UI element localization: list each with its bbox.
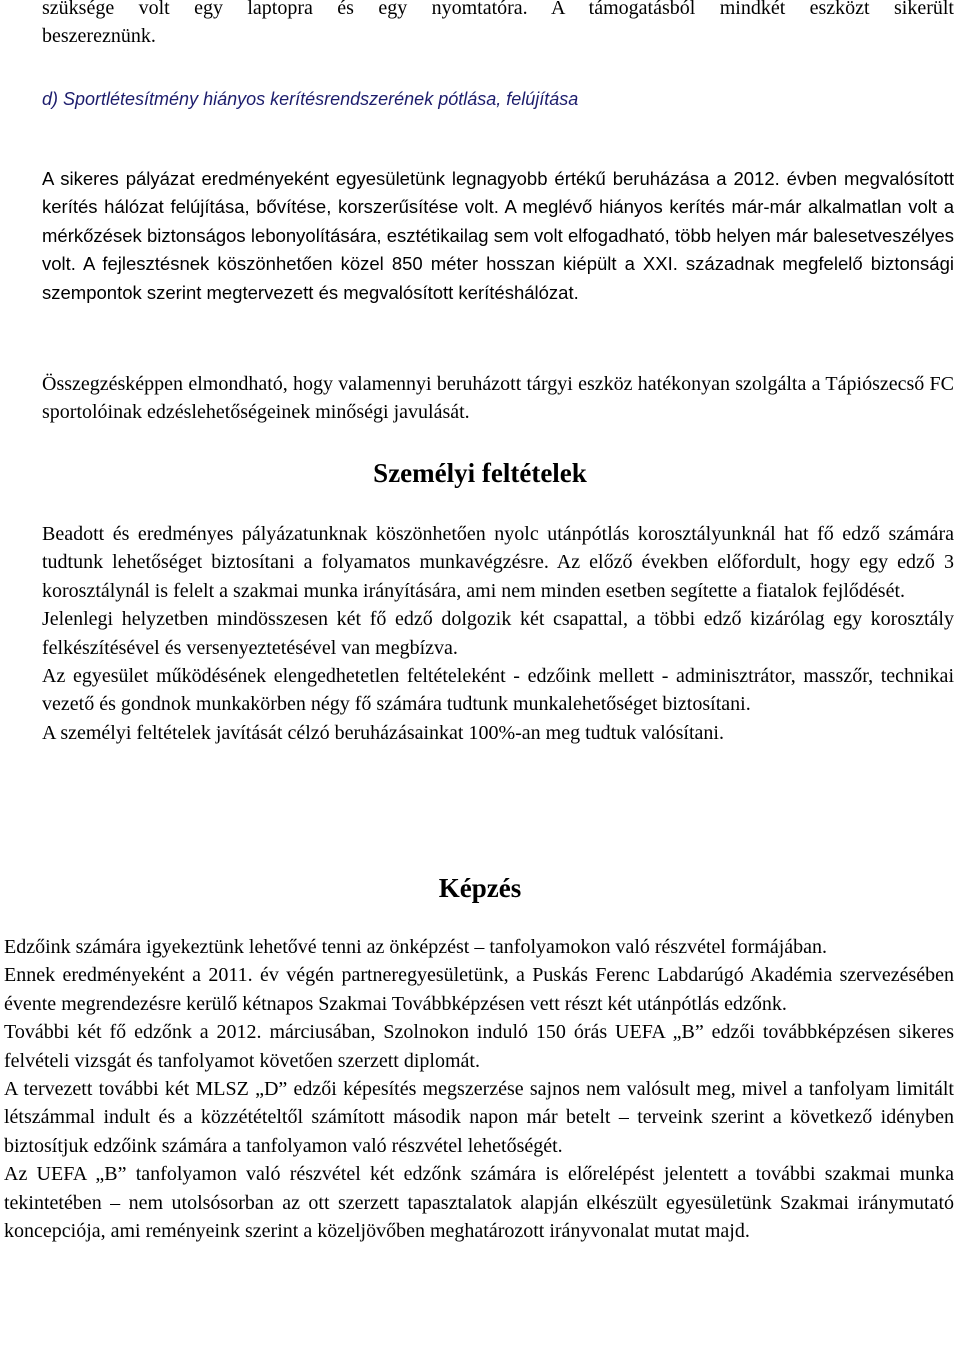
- fence-paragraph: A sikeres pályázat eredményeként egyesületünk legnagyobb értékű beruházása a 2012. évben megvalósított kerítés hálózat felújítása, bővítése, korszerűsítése volt. A meglévő hiányos kerítés már-már alkalmatlan volt a mérkőzések biztonságos lebonyolítására, esztétikailag sem volt elfogadható, több helyen már balesetveszélyes volt. A fejlesztésnek köszönhetően közel 850 méter hosszan kiépült a XXI. századnak megfelelő biztonsági szempontok szerint megtervezett és megvalósított kerítéshálózat.: [42, 168, 954, 303]
- kepzes-paragraph-4: A tervezett további két MLSZ „D” edzői képesítés megszerzése sajnos nem valósult meg, mivel a tanfolyam limitált létszámmal indult és a közzétételtől számított második napon már betelt – terveink szerint a következő idényben biztosítjuk edzőink számára a tanfolyamon való részvétel lehetőségét.: [4, 1078, 954, 1157]
- summary-paragraph: Összegzésképpen elmondható, hogy valamennyi beruházott tárgyi eszköz hatékonyan szolgálta a Tápiószecső FC sportolóinak edzéslehetőségeinek minőségi javulását.: [42, 373, 954, 424]
- intro-line-1: szüksége volt egy laptopra és egy nyomtatóra. A támogatásból mindkét eszközt sikerült: [42, 0, 954, 19]
- section-d-heading: d) Sportlétesítmény hiányos kerítésrendszerének pótlása, felújítása: [42, 89, 579, 109]
- intro-line-2: beszereznünk.: [42, 25, 156, 48]
- kepzes-paragraph-5: Az UEFA „B” tanfolyamon való részvétel két edzőnk számára is előrelépést jelentett a további szakmai munka tekintetében – nem utolsósorban az ott szerzett tapasztalatok alapján elkészült egyesületünk Szakmai iránymutató koncepciója, ami reményeink szerint a közeljövőben meghatározott irányvonalat mutat majd.: [4, 1163, 954, 1243]
- kepzes-paragraph-1: Edzőink számára igyekeztünk lehetővé tenni az önképzést – tanfolyamokon való részvétel formájában.: [4, 936, 828, 958]
- kepzes-body: [4, 933, 954, 1245]
- szemelyi-paragraph-3: Az egyesület működésének elengedhetetlen feltételeként - edzőink mellett - adminisztrátor, masszőr, technikai vezető és gondnok munkakörben négy fő számára tudtunk munkalehetőséget biztosítani.: [42, 665, 954, 716]
- szemelyi-paragraph-1: Beadott és eredményes pályázatunknak köszönhetően nyolc utánpótlás korosztályunknál hat fő edző számára tudtunk lehetőséget biztosítani a folyamatos munkavégzésre. Az előző években előfordult, hogy egy edző 3 korosztálynál is felelt a szakmai munka irányítására, ami nem minden esetben segítette a fiatalok fejlődését.: [42, 523, 954, 602]
- intro-paragraph: [42, 0, 954, 51]
- szemelyi-body: [42, 520, 954, 747]
- kepzes-paragraph-2: Ennek eredményeként a 2011. év végén partneregyesületünk, a Puskás Ferenc Labdarúgó Akadémia szervezésében évente megrendezésre kerülő kétnapos Szakmai Továbbképzésen vett részt két utánpótlás edzőnk.: [4, 964, 954, 1015]
- szemelyi-paragraph-4: A személyi feltételek javítását célzó beruházásainkat 100%-an meg tudtuk valósítani.: [42, 721, 724, 744]
- section-title-szemelyi: Személyi feltételek: [373, 458, 587, 488]
- kepzes-paragraph-3: További két fő edzőnk a 2012. márciusában, Szolnokon induló 150 órás UEFA „B” edzői továbbképzésen sikeres felvételi vizsgát és tanfolyamot követően szerzett diplomát.: [4, 1021, 954, 1072]
- section-title-kepzes: Képzés: [438, 873, 522, 903]
- szemelyi-paragraph-2: Jelenlegi helyzetben mindösszesen két fő edző dolgozik két csapattal, a többi edző kizárólag egy korosztály felkészítésével és versenyeztetésével van megbízva.: [42, 608, 954, 659]
